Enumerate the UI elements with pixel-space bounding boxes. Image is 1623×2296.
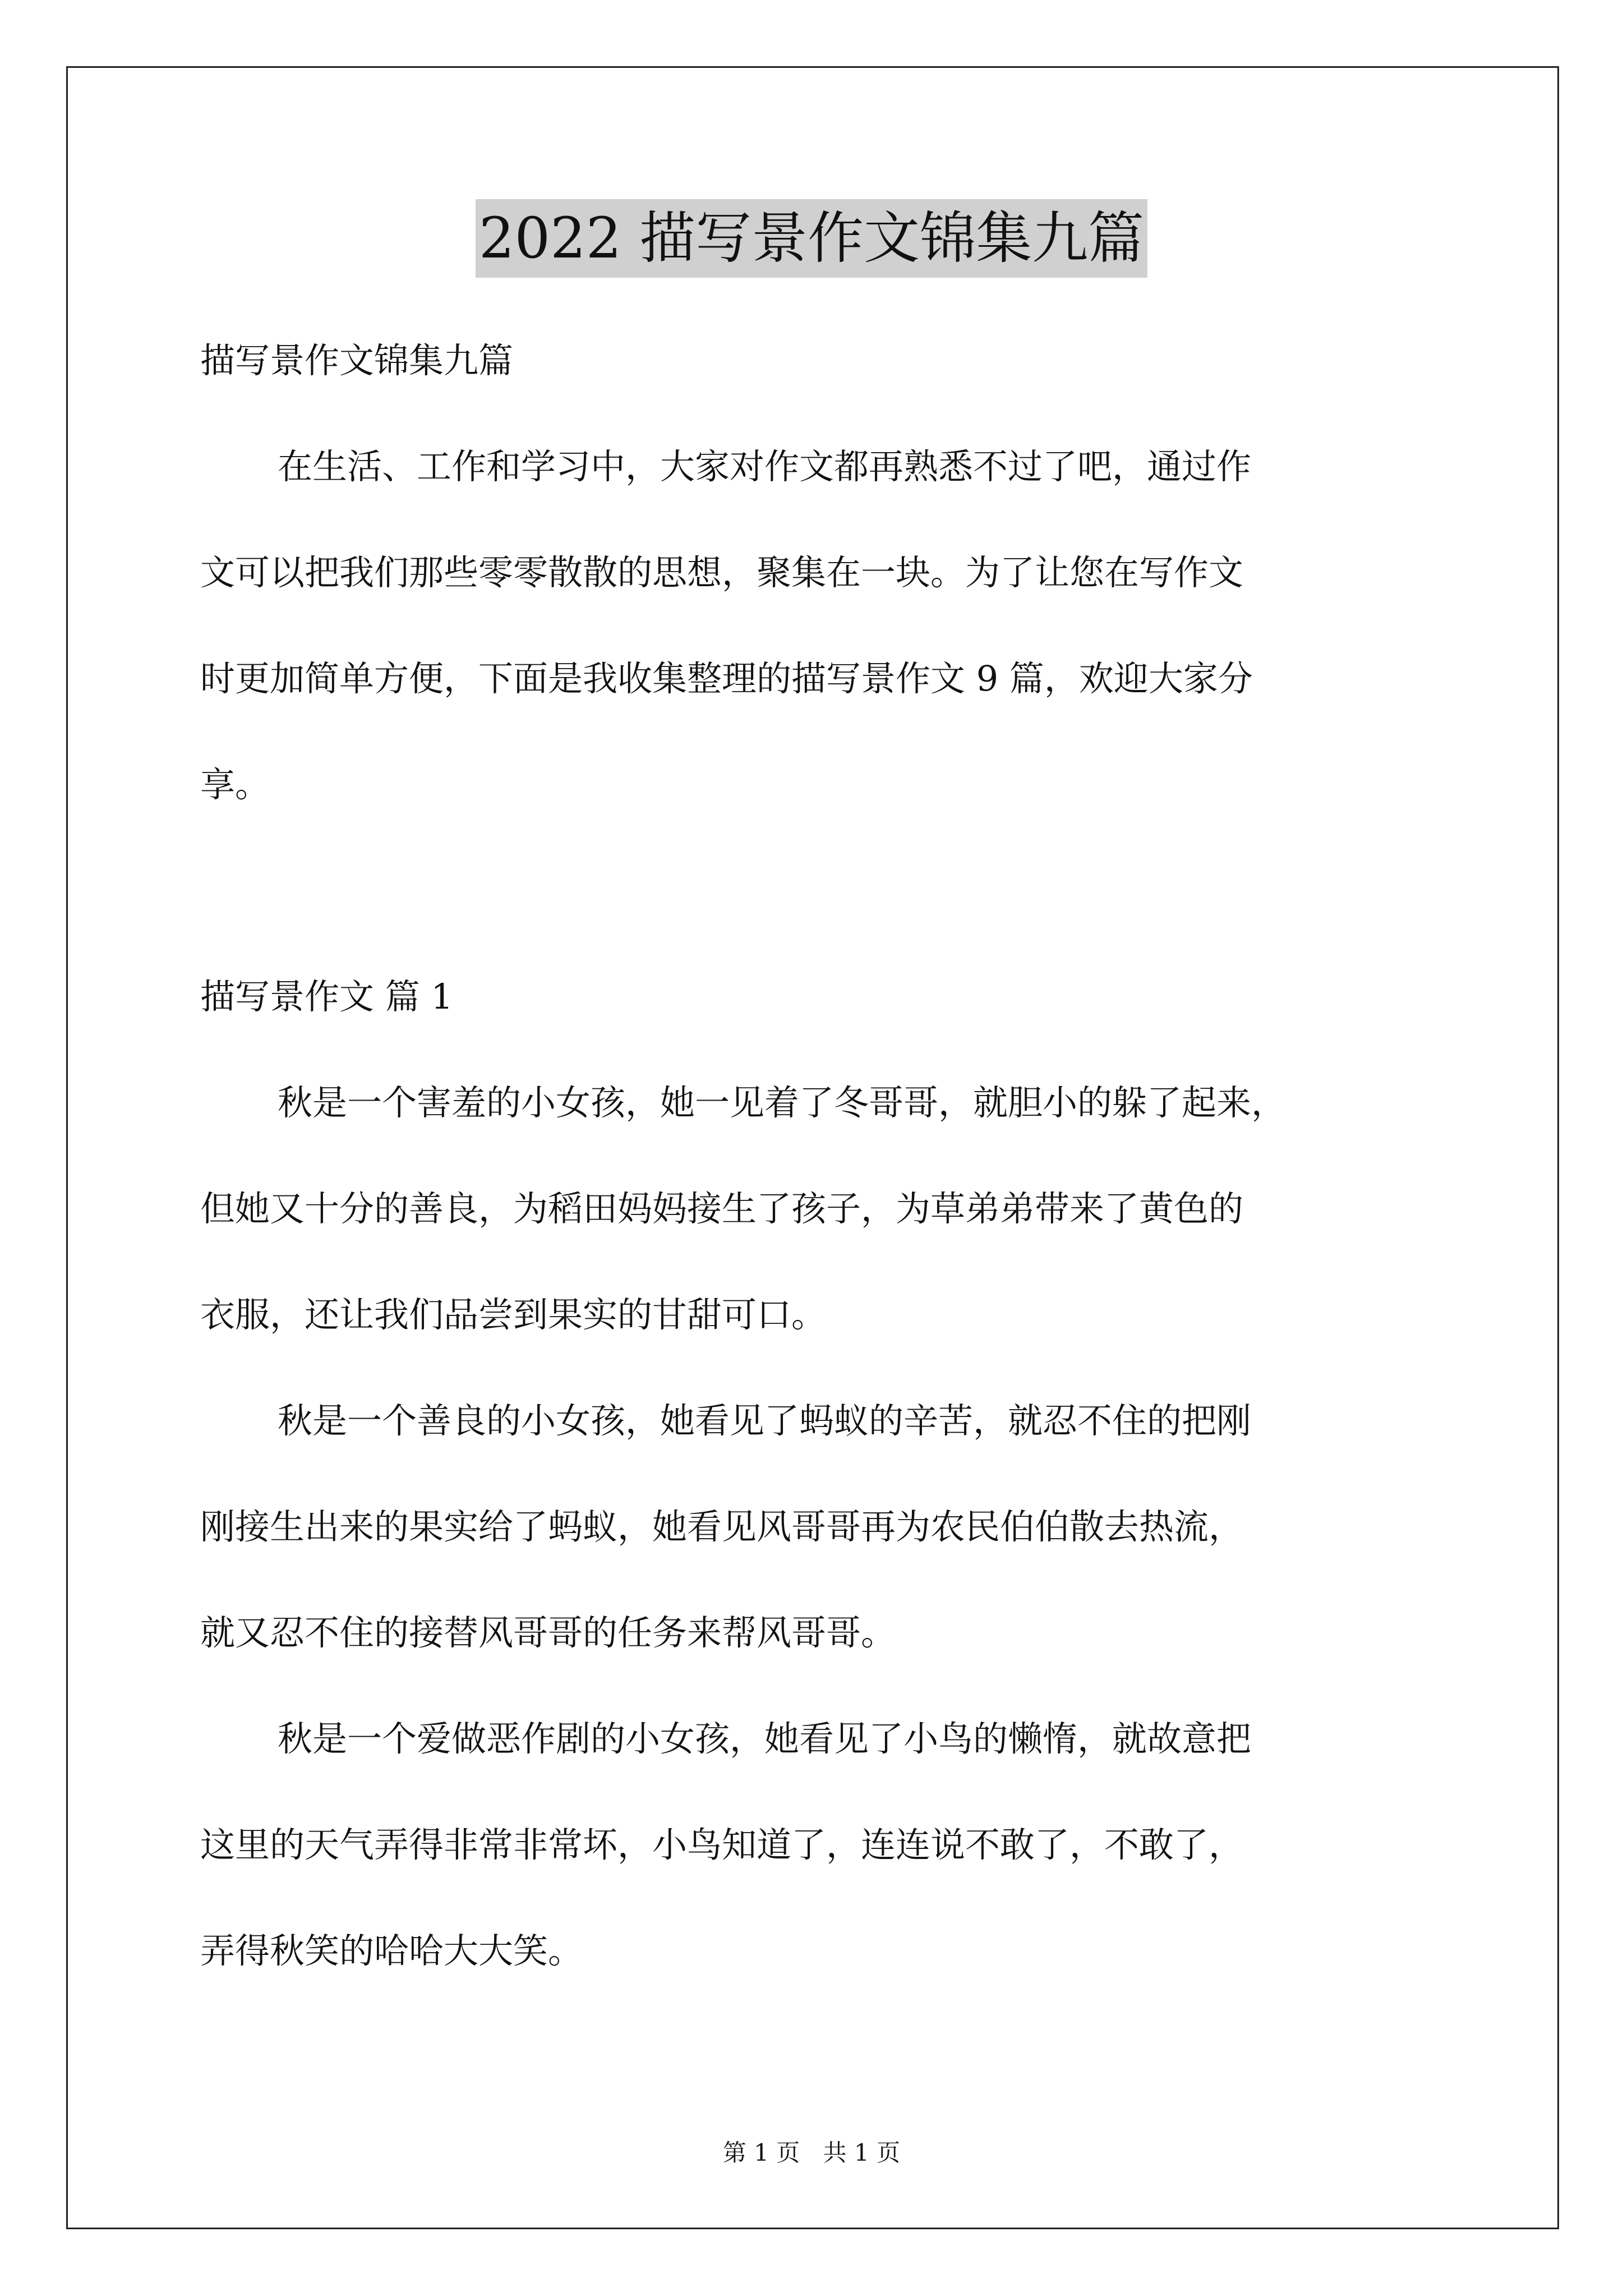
document-body bbox=[200, 307, 1434, 2004]
body-paragraph bbox=[200, 1050, 1434, 1368]
spacer bbox=[200, 838, 1434, 944]
paragraph-line: 衣服，还让我们品尝到果实的甘甜可口。 bbox=[200, 1294, 827, 1335]
page-footer bbox=[0, 2134, 1623, 2168]
page-number-total: 共 1 页 bbox=[823, 2139, 901, 2166]
document-title: 2022 描写景作文锦集九篇 bbox=[476, 199, 1147, 278]
subtitle: 描写景作文锦集九篇 bbox=[200, 340, 514, 381]
paragraph-line: 就又忍不住的接替风哥哥的任务来帮风哥哥。 bbox=[200, 1612, 896, 1653]
intro-line: 文可以把我们那些零零散散的思想，聚集在一块。为了让您在写作文 bbox=[200, 552, 1244, 593]
page-number-current: 第 1 页 bbox=[722, 2139, 800, 2166]
paragraph-line: 但她又十分的善良，为稻田妈妈接生了孩子，为草弟弟带来了黄色的 bbox=[200, 1188, 1244, 1229]
paragraph-line: 弄得秋笑的哈哈大大笑。 bbox=[200, 1930, 583, 1971]
paragraph-line: 秋是一个善良的小女孩，她看见了蚂蚁的辛苦，就忍不住的把刚 bbox=[278, 1400, 1252, 1441]
title-block bbox=[0, 199, 1623, 278]
intro-line: 享。 bbox=[200, 764, 270, 805]
intro-line: 时更加简单方便，下面是我收集整理的描写景作文 9 篇，欢迎大家分 bbox=[200, 658, 1253, 699]
intro-line: 在生活、工作和学习中，大家对作文都再熟悉不过了吧，通过作 bbox=[278, 446, 1252, 487]
body-paragraph bbox=[200, 1686, 1434, 2004]
paragraph-line: 秋是一个爱做恶作剧的小女孩，她看见了小鸟的懒惰，就故意把 bbox=[278, 1718, 1252, 1759]
paragraph-line: 这里的天气弄得非常非常坏，小鸟知道了，连连说不敢了，不敢了， bbox=[200, 1824, 1244, 1865]
section-heading: 描写景作文 篇 1 bbox=[200, 976, 453, 1017]
intro-paragraph bbox=[200, 413, 1434, 838]
body-paragraph bbox=[200, 1368, 1434, 1686]
paragraph-line: 刚接生出来的果实给了蚂蚁，她看见风哥哥再为农民伯伯散去热流， bbox=[200, 1506, 1244, 1547]
paragraph-line: 秋是一个害羞的小女孩，她一见着了冬哥哥，就胆小的躲了起来， bbox=[278, 1082, 1287, 1123]
